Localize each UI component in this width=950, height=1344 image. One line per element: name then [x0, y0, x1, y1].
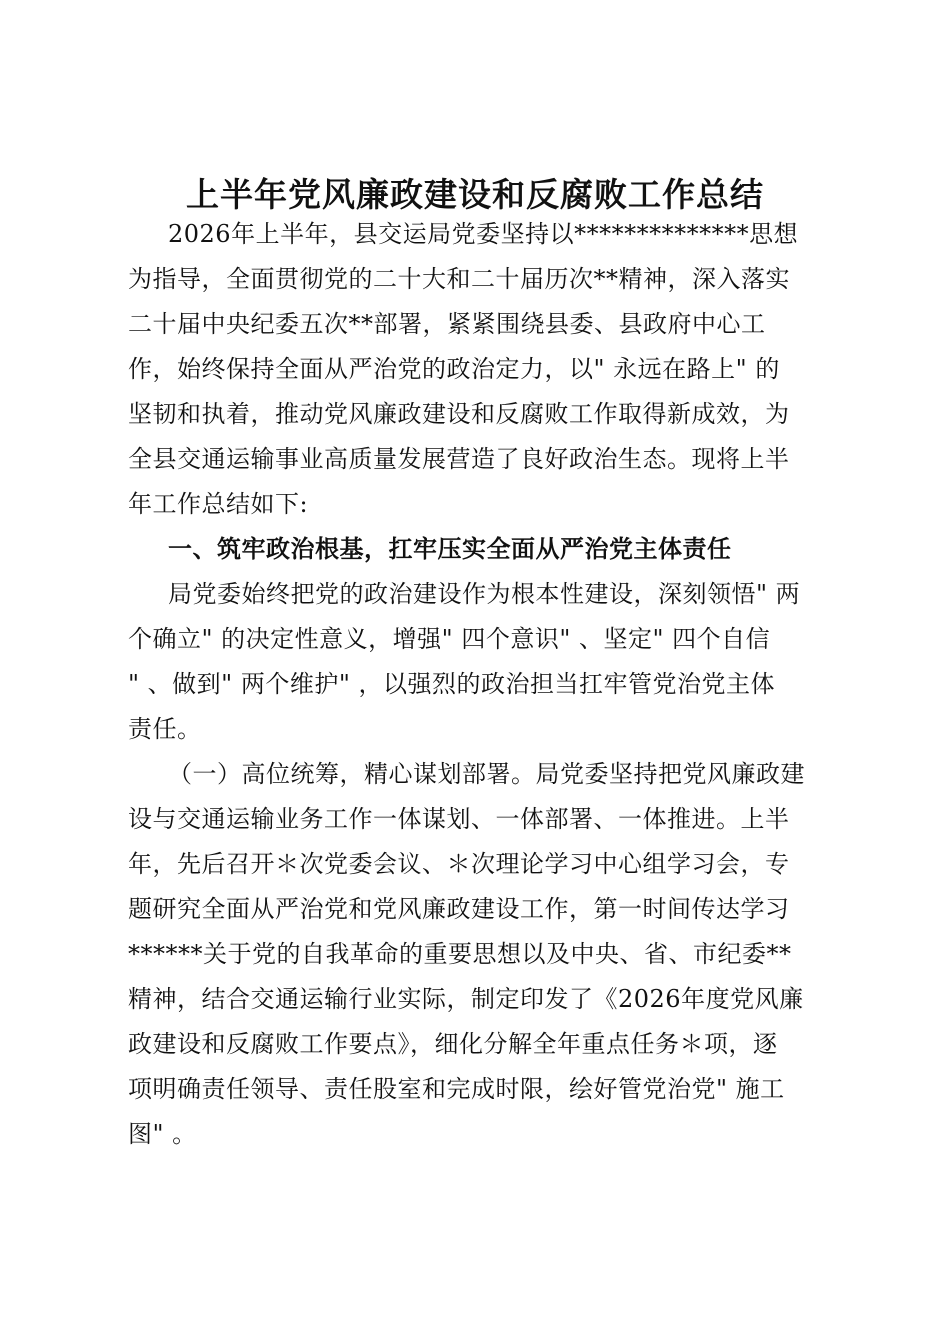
paragraph-line: " 、做到" 两个维护" ，以强烈的政治担当扛牢管党治党主体 — [128, 670, 776, 698]
paragraph-line: 二十届中央纪委五次**部署，紧紧围绕县委、县政府中心工 — [128, 310, 766, 338]
intro-paragraph — [128, 212, 832, 527]
section-heading: 一、筑牢政治根基，扛牢压实全面从严治党主体责任 — [168, 535, 732, 563]
paragraph-line: 个确立" 的决定性意义，增强" 四个意识" 、坚定" 四个自信 — [128, 625, 771, 653]
subsection1-paragraph — [128, 752, 832, 1157]
paragraph-line: 坚韧和执着，推动党风廉政建设和反腐败工作取得新成效，为 — [128, 400, 790, 428]
paragraph-line: 2026年上半年，县交运局党委坚持以**************思想 — [168, 220, 799, 248]
paragraph-line: 设与交通运输业务工作一体谋划、一体部署、一体推进。上半 — [128, 805, 790, 833]
paragraph-line: 全县交通运输事业高质量发展营造了良好政治生态。现将上半 — [128, 445, 790, 473]
paragraph-line: 作，始终保持全面从严治党的政治定力，以" 永远在路上" 的 — [128, 355, 780, 383]
paragraph-line: 年工作总结如下: — [128, 490, 309, 518]
paragraph-line: 局党委始终把党的政治建设作为根本性建设，深刻领悟" 两 — [168, 580, 801, 608]
document-body — [128, 212, 832, 1157]
paragraph-line: ******关于党的自我革命的重要思想以及中央、省、市纪委** — [128, 940, 792, 968]
paragraph-line: 为指导，全面贯彻党的二十大和二十届历次**精神，深入落实 — [128, 265, 790, 293]
section1-paragraph — [128, 572, 832, 752]
paragraph-line: 责任。 — [128, 715, 202, 743]
paragraph-line: （一）高位统筹，精心谋划部署。局党委坚持把党风廉政建 — [168, 760, 805, 788]
paragraph-line: 精神，结合交通运输行业实际，制定印发了《2026年度党风廉 — [128, 985, 804, 1013]
paragraph-line: 图" 。 — [128, 1120, 197, 1148]
paragraph-line: 项明确责任领导、责任股室和完成时限，绘好管党治党" 施工 — [128, 1075, 785, 1103]
paragraph-line: 政建设和反腐败工作要点》，细化分解全年重点任务＊项，逐 — [128, 1030, 778, 1058]
paragraph-line: 年，先后召开＊次党委会议、＊次理论学习中心组学习会，专 — [128, 850, 790, 878]
document-title: 上半年党风廉政建设和反腐败工作总结 — [186, 175, 764, 214]
paragraph-line: 题研究全面从严治党和党风廉政建设工作，第一时间传达学习 — [128, 895, 790, 923]
